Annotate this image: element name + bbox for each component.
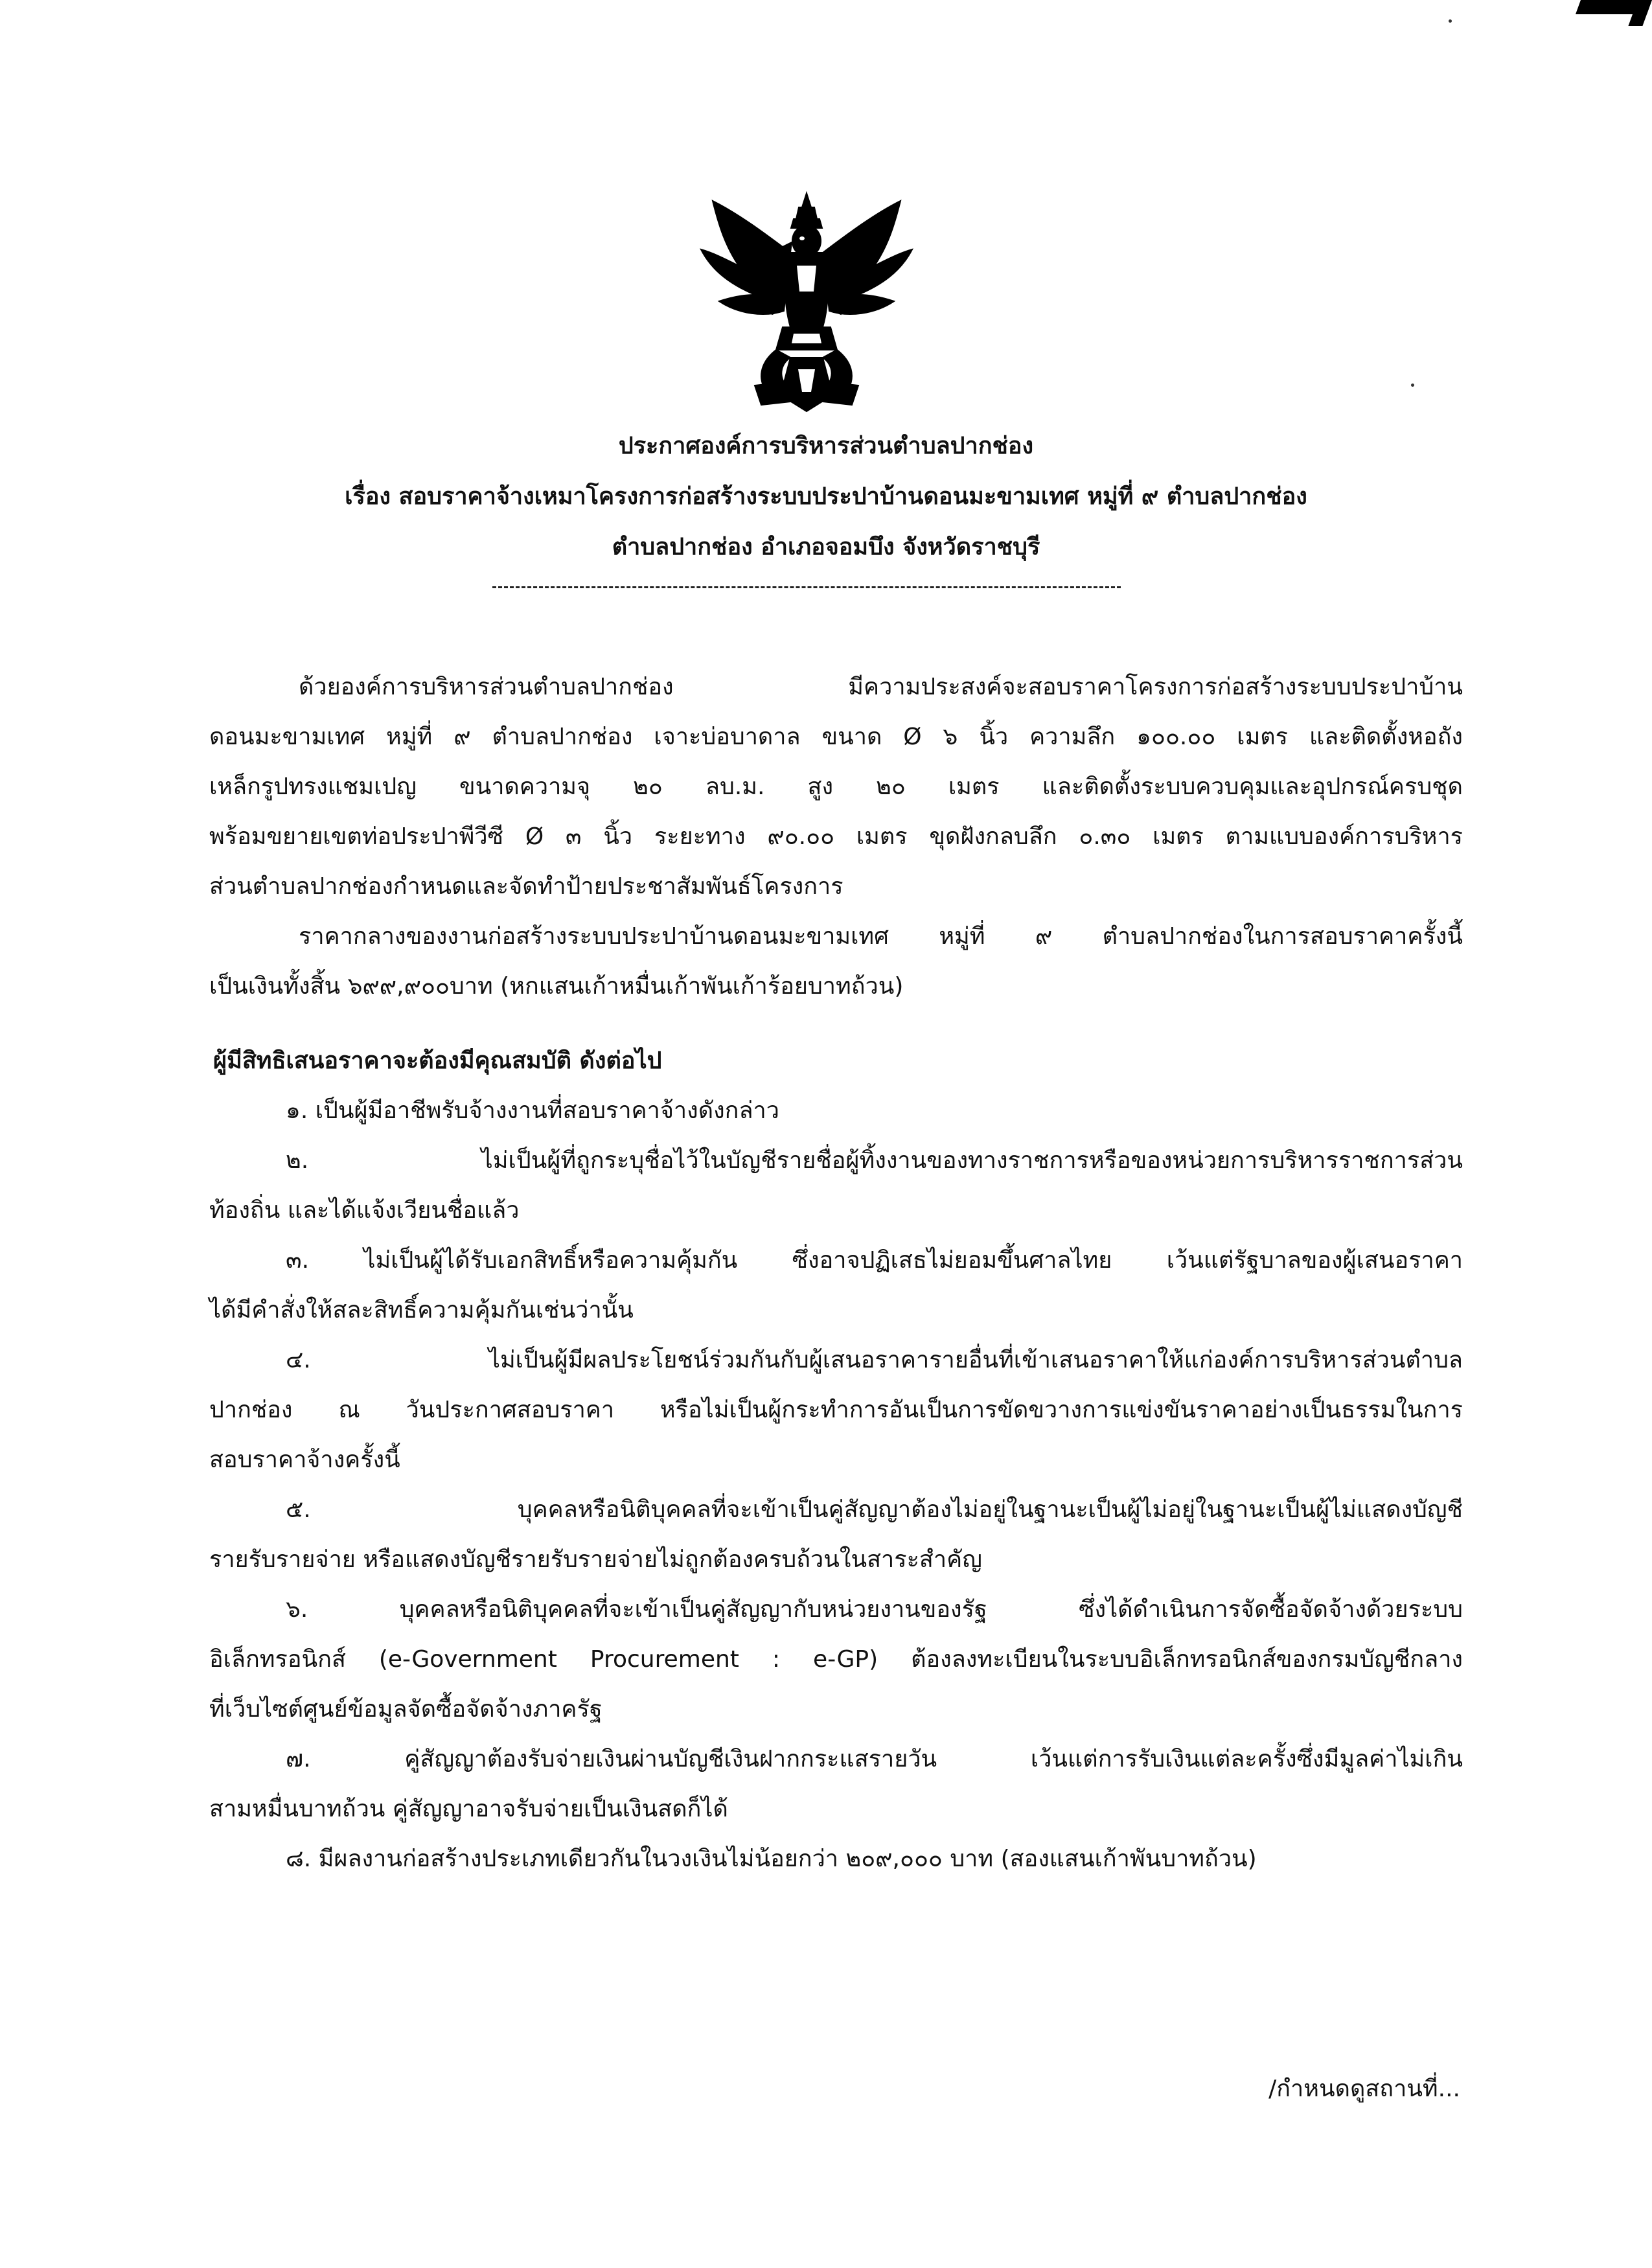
price-line: ราคากลางของงานก่อสร้างระบบประปาบ้านดอนมะขามเทศ หมู่ที่ ๙ ตำบลปากช่องในการสอบราคาครั้งนี้ (299, 923, 1463, 950)
scan-corner-mark (1571, 0, 1652, 26)
intro-line: พร้อมขยายเขตท่อประปาพีวีซี Ø ๓ นิ้ว ระยะทาง ๙๐.๐๐ เมตร ขุดฝังกลบลึก ๐.๓๐ เมตร ตามแบบองค์การบริหาร (209, 823, 1463, 850)
qualification-line: สามหมื่นบาทถ้วน คู่สัญญาอาจรับจ่ายเป็นเงินสดก็ได้ (209, 1796, 728, 1822)
intro-line: เหล็กรูปทรงแชมเปญ ขนาดความจุ ๒๐ ลบ.ม. สูง ๒๐ เมตร และติดตั้งระบบควบคุมและอุปกรณ์ครบชุด (209, 773, 1463, 800)
intro-line: ส่วนตำบลปากช่องกำหนดและจัดทำป้ายประชาสัมพันธ์โครงการ (209, 873, 843, 900)
qualification-line: ที่เว็บไซต์ศูนย์ข้อมูลจัดซื้อจัดจ้างภาครัฐ (209, 1696, 602, 1723)
price-paragraph (209, 911, 1463, 1011)
qualification-item-6 (209, 1585, 1463, 1734)
paragraph-gap (209, 1011, 1463, 1036)
qualification-item-1 (209, 1086, 1463, 1136)
qualification-line: ปากช่อง ณ วันประกาศสอบราคา หรือไม่เป็นผู้กระทำการอันเป็นการขัดขวางการแข่งขันราคาอย่างเป็นธรรมในการ (209, 1397, 1463, 1423)
intro-line: ด้วยองค์การบริหารส่วนตำบลปากช่อง มีความประสงค์จะสอบราคาโครงการก่อสร้างระบบประปาบ้าน (299, 674, 1463, 700)
qualification-item-2 (209, 1136, 1463, 1235)
title-line-organization: ประกาศองค์การบริหารส่วนตำบลปากช่อง (618, 433, 1034, 459)
qualification-item-3 (209, 1235, 1463, 1335)
qualification-line: รายรับรายจ่าย หรือแสดงบัญชีรายรับรายจ่ายไม่ถูกต้องครบถ้วนในสาระสำคัญ (209, 1546, 982, 1573)
qualification-line: ได้มีคำสั่งให้สละสิทธิ์ความคุ้มกันเช่นว่านั้น (209, 1297, 634, 1323)
announcement-body (209, 662, 1463, 1884)
title-divider (492, 586, 1121, 588)
qualification-line: ๘. มีผลงานก่อสร้างประเภทเดียวกันในวงเงินไม่น้อยกว่า ๒๐๙,๐๐๐ บาท (สองแสนเก้าพันบาทถ้วน) (286, 1846, 1257, 1872)
qualification-item-7 (209, 1734, 1463, 1834)
qualification-line: ๑. เป็นผู้มีอาชีพรับจ้างงานที่สอบราคาจ้างดังกล่าว (286, 1097, 779, 1124)
scan-speck (1411, 384, 1414, 387)
continuation-note: /กำหนดดูสถานที่... (1268, 2076, 1460, 2102)
title-line-location: ตำบลปากช่อง อำเภอจอมบึง จังหวัดราชบุรี (612, 534, 1040, 560)
announcement-title (0, 421, 1652, 573)
intro-paragraph (209, 662, 1463, 911)
garuda-emblem-icon (693, 188, 920, 421)
qualification-line: อิเล็กทรอนิกส์ (e-Government Procurement : e-GP) ต้องลงทะเบียนในระบบอิเล็กทรอนิกส์ของกรมบัญชีกลาง (209, 1646, 1463, 1673)
scan-speck (1449, 19, 1452, 23)
qualification-line: สอบราคาจ้างครั้งนี้ (209, 1447, 400, 1473)
qualification-item-5 (209, 1485, 1463, 1585)
qualification-line: ท้องถิ่น และได้แจ้งเวียนชื่อแล้ว (209, 1197, 520, 1224)
qualification-item-8 (209, 1834, 1463, 1884)
qualification-line: ๗. คู่สัญญาต้องรับจ่ายเงินผ่านบัญชีเงินฝากกระแสรายวัน เว้นแต่การรับเงินแต่ละครั้งซึ่งมีมูลค่าไม่เกิน (286, 1746, 1463, 1772)
qualification-line: ๖. บุคคลหรือนิติบุคคลที่จะเข้าเป็นคู่สัญญากับหน่วยงานของรัฐ ซึ่งได้ดำเนินการจัดซื้อจัดจ้างด้วยระบบ (286, 1596, 1463, 1623)
qualification-line: ๔. ไม่เป็นผู้มีผลประโยชน์ร่วมกันกับผู้เสนอราคารายอื่นที่เข้าเสนอราคาให้แก่องค์การบริหารส่วนตำบล (286, 1347, 1463, 1373)
intro-line: ดอนมะขามเทศ หมู่ที่ ๙ ตำบลปากช่อง เจาะบ่อบาดาล ขนาด Ø ๖ นิ้ว ความลึก ๑๐๐.๐๐ เมตร และติดตั้งหอถัง (209, 724, 1463, 750)
qualification-item-4 (209, 1335, 1463, 1485)
qualification-line: ๒. ไม่เป็นผู้ที่ถูกระบุชื่อไว้ในบัญชีรายชื่อผู้ทิ้งงานของทางราชการหรือของหน่วยการบริหารราชการส่วน (286, 1147, 1463, 1174)
qualifications-heading: ผู้มีสิทธิเสนอราคาจะต้องมีคุณสมบัติ ดังต่อไป (213, 1048, 662, 1074)
qualification-line: ๓. ไม่เป็นผู้ได้รับเอกสิทธิ์หรือความคุ้มกัน ซึ่งอาจปฏิเสธไม่ยอมขึ้นศาลไทย เว้นแต่รัฐบาลของผู้เสนอราคา (286, 1247, 1463, 1274)
title-line-subject: เรื่อง สอบราคาจ้างเหมาโครงการก่อสร้างระบบประปาบ้านดอนมะขามเทศ หมู่ที่ ๙ ตำบลปากช่อง (345, 483, 1307, 510)
price-line: เป็นเงินทั้งสิ้น ๖๙๙,๙๐๐บาท (หกแสนเก้าหมื่นเก้าพันเก้าร้อยบาทถ้วน) (209, 973, 904, 1000)
qualification-line: ๕. บุคคลหรือนิติบุคคลที่จะเข้าเป็นคู่สัญญาต้องไม่อยู่ในฐานะเป็นผู้ไม่อยู่ในฐานะเป็นผู้ไม่แสดงบัญชี (286, 1496, 1463, 1523)
